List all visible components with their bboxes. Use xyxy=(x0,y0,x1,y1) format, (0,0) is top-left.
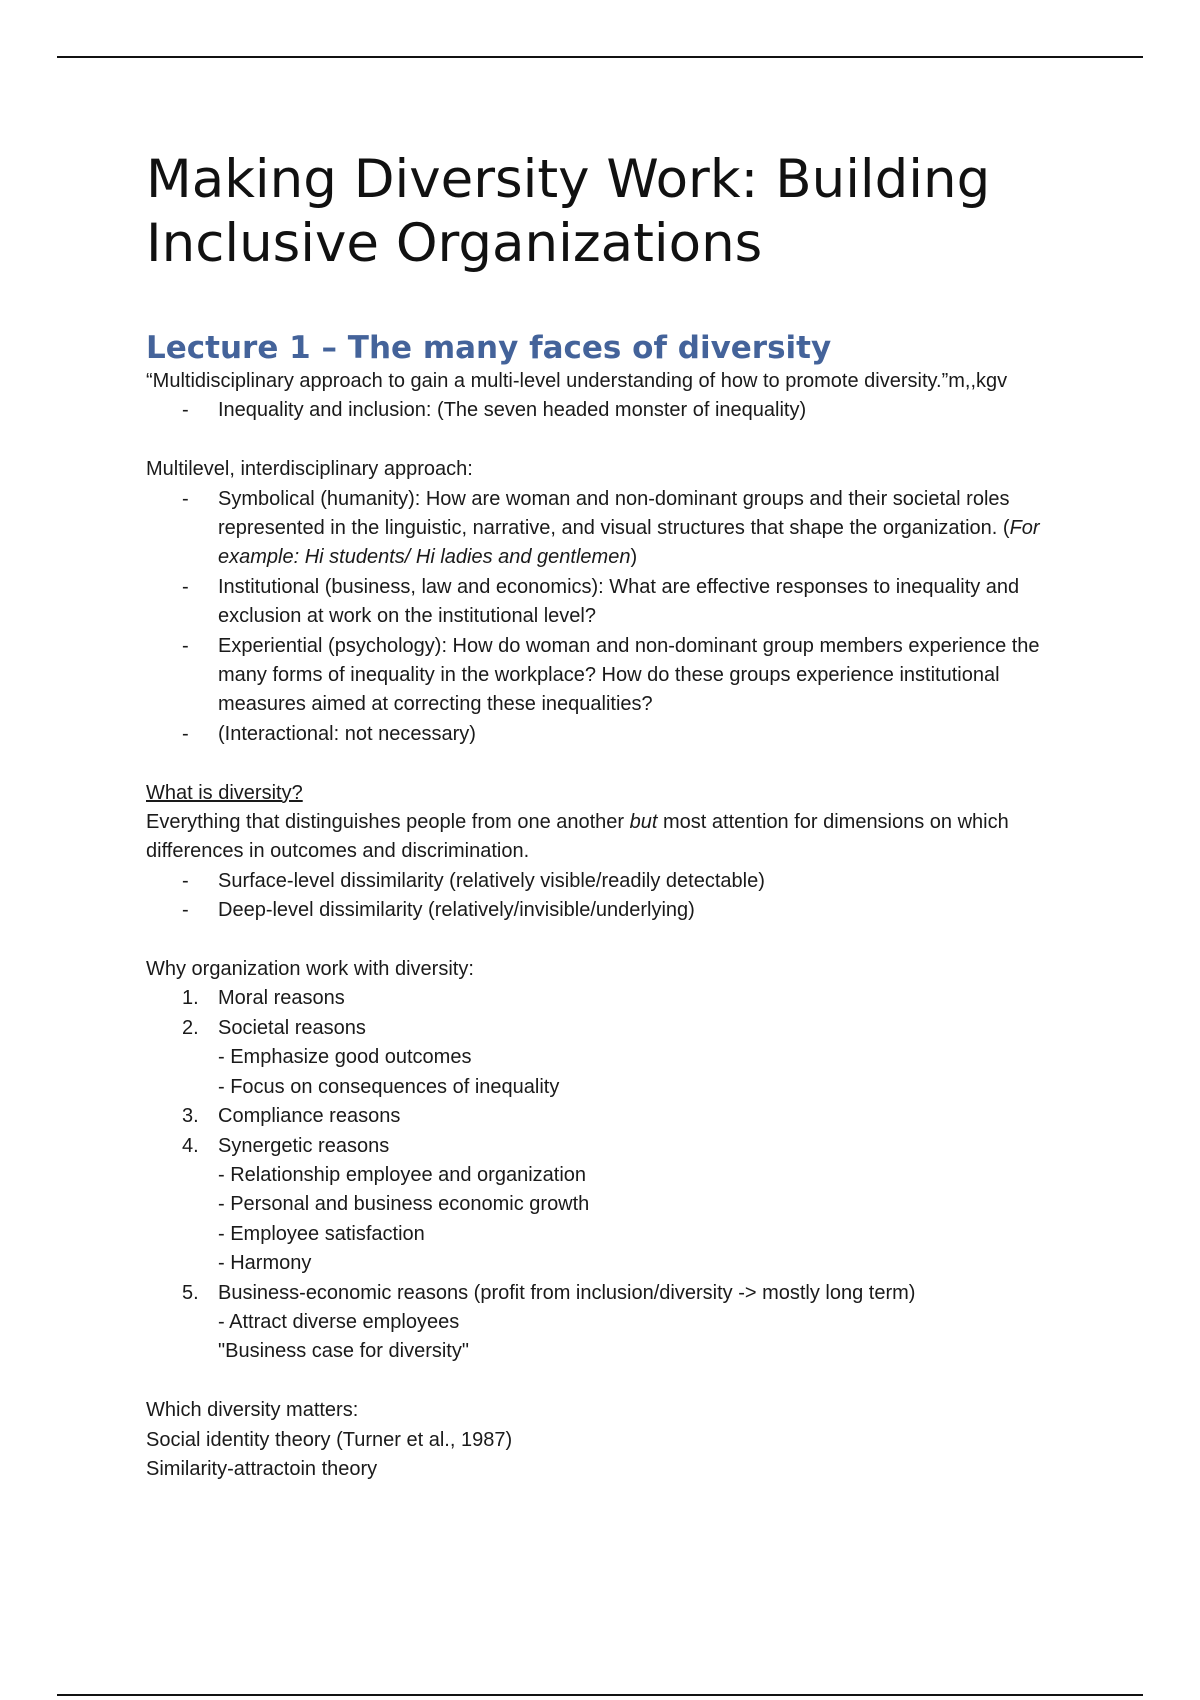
list-item: - (Interactional: not necessary) xyxy=(182,722,476,745)
theory-line: Similarity-attractoin theory xyxy=(146,1457,378,1480)
numbered-item: 4. Synergetic reasons xyxy=(182,1134,390,1157)
bottom-rule xyxy=(57,1694,1143,1696)
list-item: - Inequality and inclusion: (The seven headed monster of inequality) xyxy=(182,399,807,422)
sub-item: - Employee satisfaction xyxy=(218,1222,425,1245)
which-label: Which diversity matters: xyxy=(146,1399,359,1422)
sub-item: - Relationship employee and organization xyxy=(218,1163,587,1186)
sub-item: - Emphasize good outcomes xyxy=(218,1046,472,1069)
title-line-1: Making Diversity Work: Building xyxy=(146,149,991,210)
numbered-item: 5. Business-economic reasons (profit from inclusion/diversity -> mostly long term) xyxy=(182,1281,916,1304)
numbered-item: 2. Societal reasons xyxy=(182,1016,366,1039)
list-item: - Surface-level dissimilarity (relatively visible/readily detectable) xyxy=(182,869,765,892)
list-item: - Deep-level dissimilarity (relatively/invisible/underlying) xyxy=(182,899,695,922)
sub-item: "Business case for diversity" xyxy=(218,1340,469,1363)
numbered-item: 3. Compliance reasons xyxy=(182,1105,401,1128)
sub-item: - Personal and business economic growth xyxy=(218,1193,590,1216)
list-item: - Symbolical (humanity): How are woman and non-dominant groups and their societal roles represented in the linguistic, narrative, and visual structures that shape the organization. (For example: Hi students/ Hi ladies and gentlemen) xyxy=(182,487,1040,569)
sub-item: - Focus on consequences of inequality xyxy=(218,1075,560,1098)
title-line-2: Inclusive Organizations xyxy=(146,213,763,274)
theory-line: Social identity theory (Turner et al., 1987) xyxy=(146,1428,513,1451)
list-item: - Experiential (psychology): How do woman and non-dominant group members experience the many forms of inequality in the workplace? How do these groups experience institutional measures aimed at correcting these inequalities? xyxy=(182,634,1040,716)
top-rule xyxy=(57,56,1143,58)
numbered-item: 1. Moral reasons xyxy=(182,987,345,1010)
sub-item: - Attract diverse employees xyxy=(218,1310,460,1333)
why-label: Why organization work with diversity: xyxy=(146,958,474,981)
lecture-heading: Lecture 1 – The many faces of diversity xyxy=(146,330,832,366)
list-item: - Institutional (business, law and economics): What are effective responses to inequality and exclusion at work on the institutional level? xyxy=(182,575,1020,628)
multilevel-label: Multilevel, interdisciplinary approach: xyxy=(146,458,473,481)
diversity-heading: What is diversity? xyxy=(146,781,303,804)
document-title xyxy=(146,148,1081,276)
diversity-definition: Everything that distinguishes people from one another but most attention for dimensions on which differences in outcomes and discrimination. xyxy=(146,811,1009,863)
intro-paragraph: “Multidisciplinary approach to gain a multi-level understanding of how to promote diversity.”m,,kgv xyxy=(146,370,1008,392)
document-body xyxy=(146,367,1081,1484)
document-content xyxy=(146,148,1081,1480)
sub-item: - Harmony xyxy=(218,1252,312,1275)
